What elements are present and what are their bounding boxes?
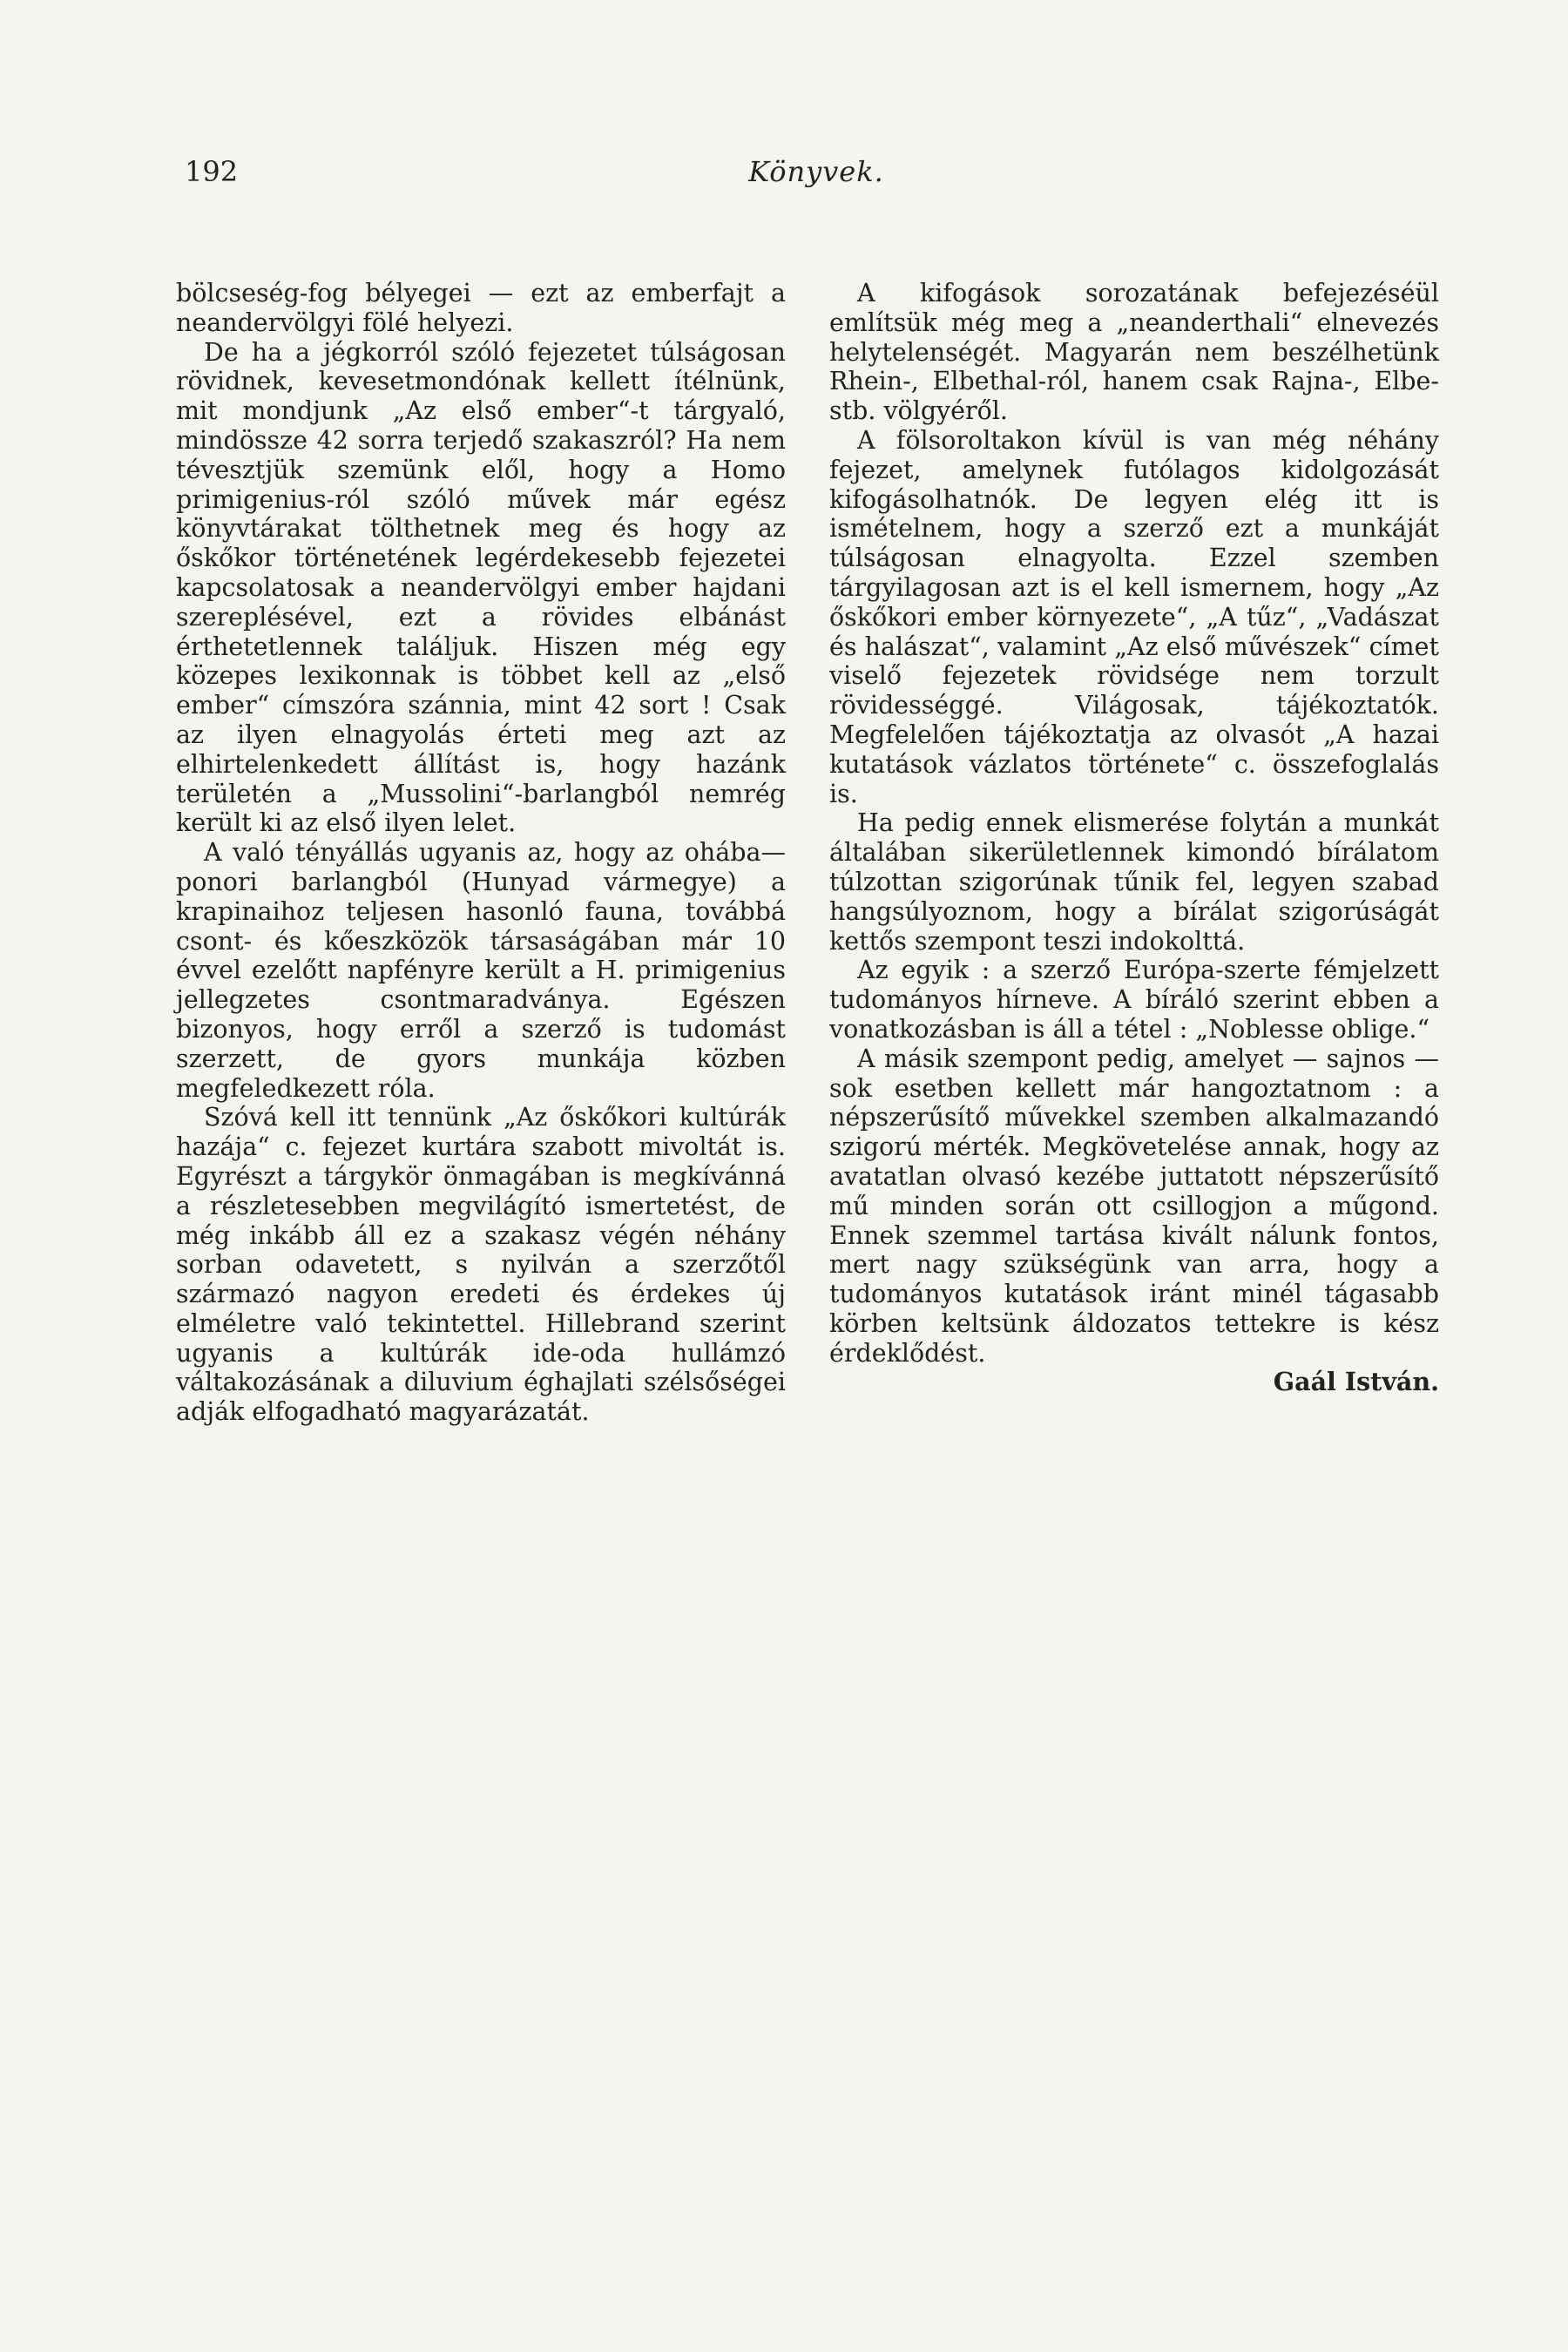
- right-column: [829, 279, 1439, 1397]
- paragraph: A fölsoroltakon kívül is van még néhány fejezet, amelynek futólagos kidolgozását kifogásolhatnók. De legyen elég itt is ismételnem, hogy a szerző ezt a munkáját túlságosan elnagyolta. Ezzel szemben tárgyilagosan azt is el kell ismernem, hogy „Az őskőkori ember környezete“, „A tűz“, „Vadászat és halászat“, valamint „Az első művészek“ címet viselő fejezetek rövidsége nem torzult rövidességgé. Világosak, tájékoztatók. Megfelelően tájékoztatja az olvasót „A hazai kutatások vázlatos története“ c. összefoglalás is.: [829, 425, 1439, 808]
- paragraph: De ha a jégkorról szóló fejezetet túlságosan rövidnek, kevesetmondónak kellett ítélnünk, mit mondjunk „Az első ember“-t tárgyaló, mindössze 42 sorra terjedő szakaszról? Ha nem tévesztjük szemünk elől, hogy a Homo primigenius-ról szóló művek már egész könyvtárakat tölthetnek meg és hogy az őskőkor történetének legérdekesebb fejezetei kapcsolatosak a neandervölgyi ember hajdani szereplésével, ezt a rövides elbánást érthetetlennek találjuk. Hiszen még egy közepes lexikonnak is többet kell az „első ember“ címszóra szánnia, mint 42 sort ! Csak az ilyen elnagyolás érteti meg azt az elhirtelenkedett állítást is, hogy hazánk területén a „Mussolini“-barlangból nemrég került ki az első ilyen lelet.: [176, 337, 786, 838]
- paragraph: bölcseség-fog bélyegei — ezt az emberfajt a neandervölgyi fölé helyezi.: [176, 279, 786, 337]
- paragraph: A való tényállás ugyanis az, hogy az ohába—ponori barlangból (Hunyad vármegye) a krapinaihoz teljesen hasonló fauna, továbbá csont- és kőeszközök társaságában már 10 évvel ezelőtt napfényre került a H. primigenius jellegzetes csontmaradványa. Egészen bizonyos, hogy erről a szerző is tudomást szerzett, de gyors munkája közben megfeledkezett róla.: [176, 838, 786, 1103]
- paragraph: A kifogások sorozatának befejezéséül említsük még meg a „neanderthali“ elnevezés helytelenségét. Magyarán nem beszélhetünk Rhein-, Elbethal-ról, hanem csak Rajna-, Elbe- stb. völgyéről.: [829, 279, 1439, 426]
- paragraph: Az egyik : a szerző Európa-szerte fémjelzett tudományos hírneve. A bíráló szerint ebben a vonatkozásban is áll a tétel : „Noblesse oblige.“: [829, 956, 1439, 1044]
- paragraph: A másik szempont pedig, amelyet — sajnos — sok esetben kellett már hangoztatnom : a népszerűsítő művekkel szemben alkalmazandó szigorú mérték. Megkövetelése annak, hogy az avatatlan olvasó kezébe juttatott népszerűsítő mű minden során ott csillogjon a műgond. Ennek szemmel tartása kivált nálunk fontos, mert nagy szükségünk van arra, hogy a tudományos kutatások iránt minél tágasabb körben keltsünk áldozatos tettekre is kész érdeklődést.: [829, 1044, 1439, 1368]
- running-title: Könyvek.: [748, 155, 884, 188]
- paragraph: Szóvá kell itt tennünk „Az őskőkori kultúrák hazája“ c. fejezet kurtára szabott mivoltát is. Egyrészt a tárgykör önmagában is megkívánná a részletesebben megvilágító ismertetést, de még inkább áll ez a szakasz végén néhány sorban odavetett, s nyilván a szerzőtől származó nagyon eredeti és érdekes új elméletre való tekintettel. Hillebrand szerint ugyanis a kultúrák ide-oda hullámzó váltakozásának a diluvium éghajlati szélsőségei adják elfogadható magyarázatát.: [176, 1103, 786, 1427]
- author-signature: Gaál István.: [1273, 1367, 1439, 1397]
- page-number: 192: [185, 155, 239, 188]
- page-header: [185, 155, 1448, 199]
- paragraph: Ha pedig ennek elismerése folytán a munkát általában sikerületlennek kimondó bírálatom túlzottan szigorúnak tűnik fel, legyen szabad hangsúlyoznom, hogy a bírálat szigorúságát kettős szempont teszi indokolttá.: [829, 808, 1439, 956]
- left-column: [176, 279, 786, 1427]
